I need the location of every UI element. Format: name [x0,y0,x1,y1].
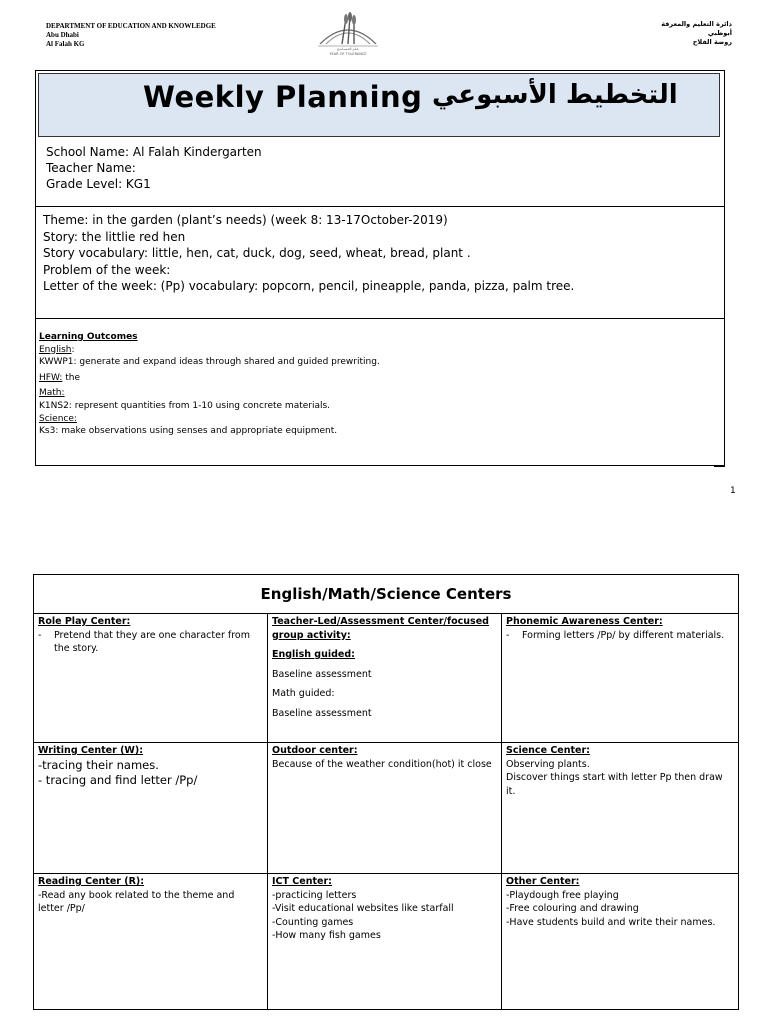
department-header-en [46,22,216,49]
other-title: Other Center: [506,876,580,887]
outdoor-text: Because of the weather condition(hot) it close [272,758,492,770]
role-play-title: Role Play Center: [38,616,131,627]
other-cell [502,874,739,1010]
reading-text: -Read any book related to the theme and letter /Pp/ [38,889,235,914]
header-line: DEPARTMENT OF EDUCATION AND KNOWLEDGE [46,22,216,30]
list-item: -Have students build and write their names. [506,916,716,928]
theme-line: Theme: in the garden (plant’s needs) (week 8: 13-17October-2019) [43,213,448,227]
logo-caption-en: YEAR OF TOLERANCE [329,52,367,56]
learning-outcomes [39,331,380,438]
science-outcome: Ks3: make observations using senses and appropriate equipment. [39,426,338,437]
math-guided-label: Math guided: [272,688,335,699]
hfw-text: the [62,372,80,383]
table-row [34,743,739,874]
frame-tick [714,466,725,467]
phonemic-cell [502,614,739,743]
math-label: Math: [39,388,65,399]
grade-level: Grade Level: KG1 [46,177,151,191]
hfw-label: HFW: [39,372,63,383]
title-arabic: التخطيط الأسبوعي [432,80,678,110]
science-cell [502,743,739,874]
list-item: -Visit educational websites like starfall [272,903,454,914]
teacher-led-title: Teacher-Led/Assessment Center/focused group activity: [272,616,489,641]
divider [35,206,725,207]
page-number: 1 [730,486,736,496]
writing-line: - tracing and find letter /Pp/ [38,772,198,787]
header-line: دائرة التعليم والمعرفة [661,20,732,28]
science-title: Science Center: [506,745,590,756]
teacher-led-cell [268,614,502,743]
list-item: -practicing letters [272,889,357,901]
english-guided-text: Baseline assessment [272,668,372,680]
header-line: Abu Dhabi [46,31,79,39]
department-header-ar [661,20,732,47]
english-outcome: KWWP1: generate and expand ideas through shared and guided prewriting. [39,357,380,368]
english-guided-label: English guided: [272,649,355,660]
list-item: -Free colouring and drawing [506,903,639,914]
logo-caption-ar: عـام التـسـامـح [337,47,359,51]
list-item: - Pretend that they are one character from the story. [38,629,263,656]
phonemic-title: Phonemic Awareness Center: [506,616,663,627]
teacher-name: Teacher Name: [46,161,136,175]
header-line: أبوظبي [707,29,732,37]
table-row [34,874,739,1010]
list-item: - Forming letters /Pp/ by different materials. [506,629,725,641]
table-row [34,614,739,743]
title-english: Weekly Planning [143,80,423,114]
science-label: Science: [39,413,77,424]
letter-of-week: Letter of the week: (Pp) vocabulary: popcorn, pencil, pineapple, panda, pizza, palm tree. [43,279,575,293]
reading-title: Reading Center (R): [38,876,145,887]
science-line: Discover things start with letter Pp then draw it. [506,772,723,797]
writing-line: -tracing their names. [38,757,159,772]
english-label-suffix: : [71,344,75,355]
writing-title: Writing Center (W): [38,745,144,756]
reading-cell [34,874,268,1010]
divider [35,318,725,319]
ict-cell [268,874,502,1010]
centers-table [33,574,739,1010]
problem-of-week: Problem of the week: [43,262,171,277]
header-line: روضة الفلاح [692,38,732,46]
outdoor-cell [268,743,502,874]
math-outcome: K1NS2: represent quantities from 1-10 using concrete materials. [39,400,331,411]
english-label-line [39,344,380,357]
math-guided-text: Baseline assessment [272,707,372,719]
list-item: -How many fish games [272,930,381,941]
english-label: English [39,344,72,355]
school-name: School Name: Al Falah Kindergarten [46,145,262,159]
theme-section [43,212,574,295]
outdoor-title: Outdoor center: [272,745,358,756]
logo-caption [312,47,384,57]
hfw-line [39,372,380,385]
story-line: Story: the littlie red hen [43,229,186,244]
centers-heading: English/Math/Science Centers [34,575,739,614]
school-info [46,144,262,192]
learning-outcomes-heading: Learning Outcomes [39,332,138,342]
list-item: -Counting games [272,916,354,928]
science-line: Observing plants. [506,758,590,770]
role-play-cell [34,614,268,743]
ict-title: ICT Center: [272,876,332,887]
phonemic-text: Forming letters /Pp/ by different materials. [522,629,725,641]
table-row [34,575,739,614]
header-line: Al Falah KG [46,40,85,48]
story-vocabulary: Story vocabulary: little, hen, cat, duck, dog, seed, wheat, bread, plant . [43,246,471,260]
role-play-text: Pretend that they are one character from the story. [54,629,250,654]
writing-cell [34,743,268,874]
list-item: -Playdough free playing [506,889,619,901]
